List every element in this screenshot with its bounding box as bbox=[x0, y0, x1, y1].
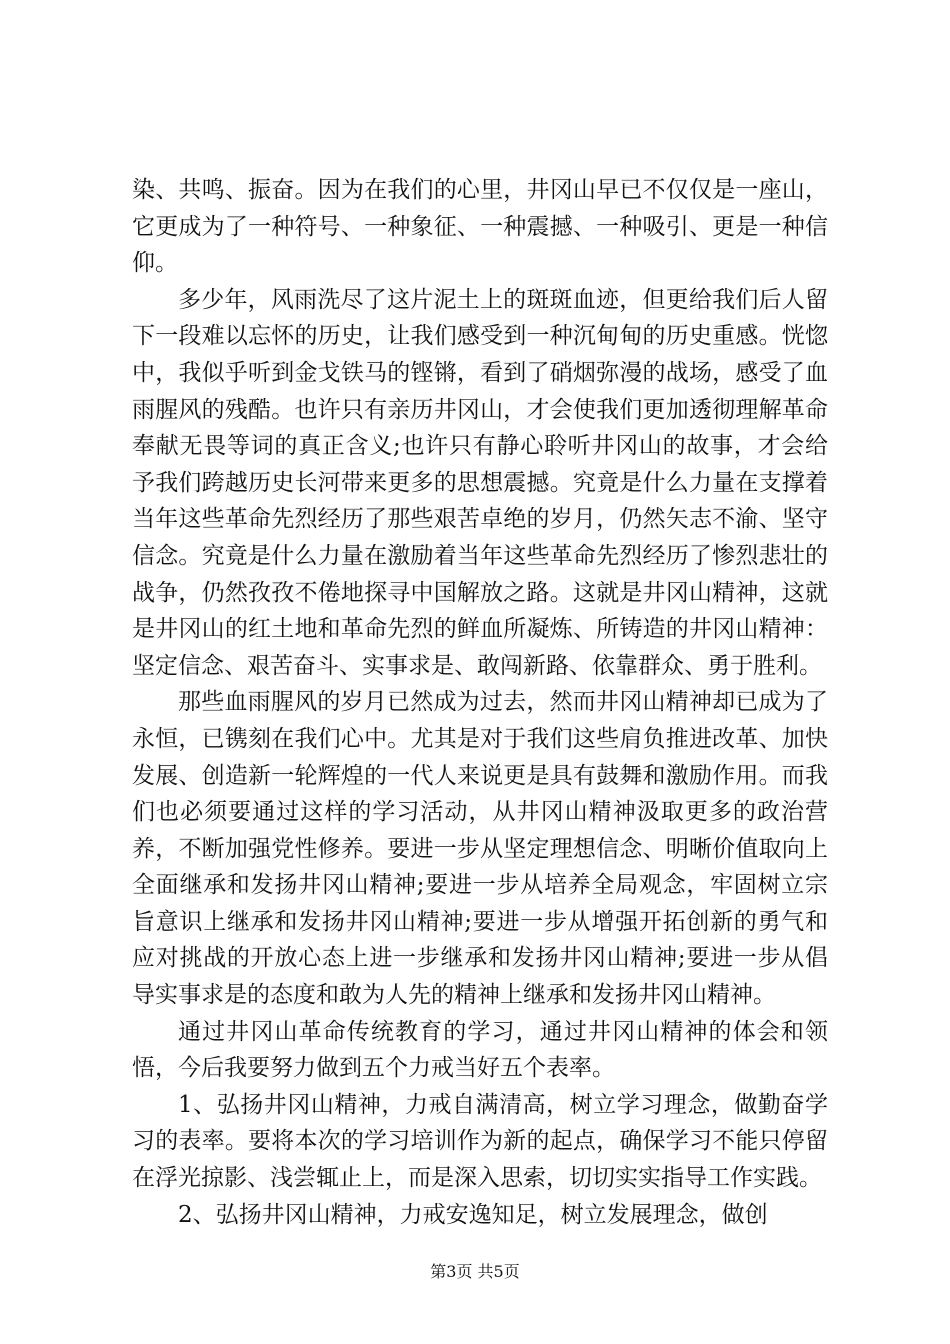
paragraph-2: 多少年，风雨洗尽了这片泥土上的斑斑血迹，但更给我们后人留下一段难以忘怀的历史，让我们感受到一种沉甸甸的历史重感。恍惚中，我似乎听到金戈铁马的铿锵，看到了硝烟弥漫的战场，感受了血雨腥风的残酷。也许只有亲历井冈山，才会使我们更加透彻理解革命奉献无畏等词的真正含义;也许只有静心聆听井冈山的故事，才会给予我们跨越历史长河带来更多的思想震撼。究竟是什么力量在支撑着当年这些革命先烈经历了那些艰苦卓绝的岁月，仍然矢志不渝、坚守信念。究竟是什么力量在激励着当年这些革命先烈经历了惨烈悲壮的战争，仍然孜孜不倦地探寻中国解放之路。这就是井冈山精神，这就是井冈山的红土地和革命先烈的鲜血所凝炼、所铸造的井冈山精神：坚定信念、艰苦奋斗、实事求是、敢闯新路、依靠群众、勇于胜利。 bbox=[132, 286, 828, 679]
paragraph-6: 2、弘扬井冈山精神，力戒安逸知足，树立发展理念，做创 bbox=[178, 1201, 768, 1228]
paragraph-4: 通过井冈山革命传统教育的学习，通过井冈山精神的体会和领悟，今后我要努力做到五个力戒当好五个表率。 bbox=[132, 1018, 828, 1082]
paragraph-5: 1、弘扬井冈山精神，力戒自满清高，树立学习理念，做勤奋学习的表率。要将本次的学习培训作为新的起点，确保学习不能只停留在浮光掠影、浅尝辄止上，而是深入思索，切切实实指导工作实践。 bbox=[132, 1091, 828, 1192]
paragraph-1: 染、共鸣、振奋。因为在我们的心里，井冈山早已不仅仅是一座山，它更成为了一种符号、一种象征、一种震撼、一种吸引、更是一种信仰。 bbox=[132, 177, 828, 277]
document-body bbox=[132, 172, 828, 1233]
paragraph-3: 那些血雨腥风的岁月已然成为过去，然而井冈山精神却已成为了永恒，已镌刻在我们心中。尤其是对于我们这些肩负推进改革、加快发展、创造新一轮辉煌的一代人来说更是具有鼓舞和激励作用。而我们也必须要通过这样的学习活动，从井冈山精神汲取更多的政治营养，不断加强党性修养。要进一步从坚定理想信念、明晰价值取向上全面继承和发扬井冈山精神;要进一步从培养全局观念，牢固树立宗旨意识上继承和发扬井冈山精神;要进一步从增强开拓创新的勇气和应对挑战的开放心态上进一步继承和发扬井冈山精神;要进一步从倡导实事求是的态度和敢为人先的精神上继承和发扬井冈山精神。 bbox=[132, 689, 828, 1009]
page-number-footer: 第3页 共5页 bbox=[430, 1262, 520, 1281]
